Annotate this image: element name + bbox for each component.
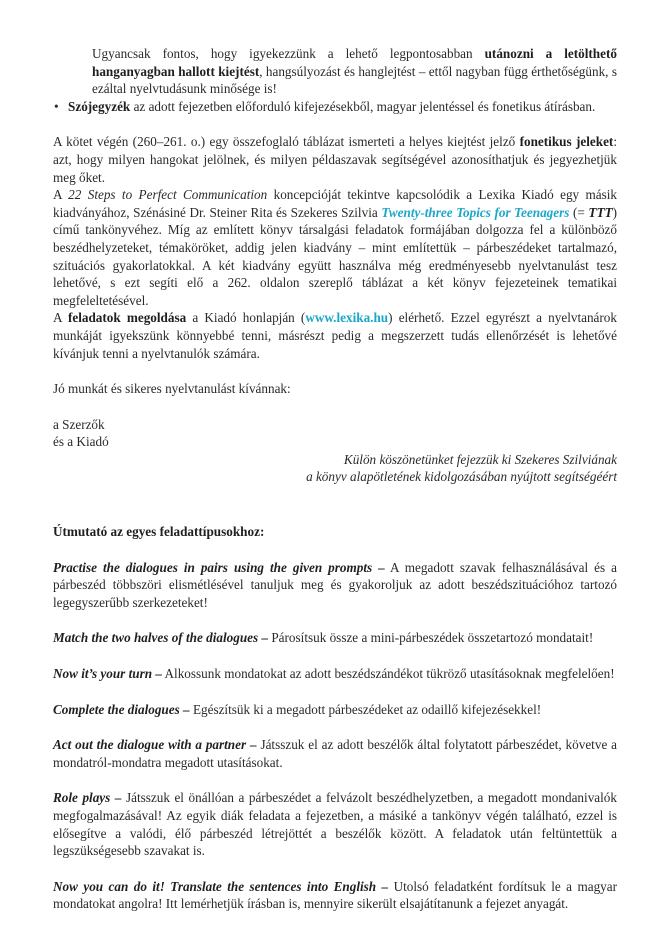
- bold-phrase: utánozni a letölthető hanganyagban hallott kiejtést: [92, 46, 617, 79]
- text: ) című tankönyvéhez. Míg az említett könyv társalgási feladatok formájában dolgozza fel a különböző beszédhelyzeteket, témaköröket, addig jelen kiadvány – mint említettük – párbeszédeket tartalmazó, szituációs gyakorlatokkal. A két kiadvány együtt használva még eredményesebb nyelvtanulást tesz lehetővé, s ezt segíti elő a 262. oldalon szereplő táblázat a két könyv fejezeteinek tematikai megfeleltetésével.: [53, 204, 617, 308]
- bullet-icon: •: [54, 98, 59, 114]
- task-type-description: Utolsó feladatként fordítsuk le a magyar mondatokat angolra! Itt lemérhetjük írásban is, mennyire sikerült elsajátítanunk a fejezet anyagát.: [53, 878, 617, 912]
- acknowledgement-line-1: Külön köszönetünket fejezzük ki Szekeres Szilviának: [343, 451, 617, 467]
- guide-item: [53, 701, 617, 719]
- guide-item: [53, 736, 617, 771]
- text: ) elérhető. Ezzel egyrészt a nyelvtanárok munkáját igyekszünk könnyebbé tenni, másrészt pedig a megszerzett tudás ellenőrzését is lehetővé kívánjuk tenni a nyelvtanulók számára.: [53, 310, 617, 361]
- task-type-title: Role plays –: [53, 790, 122, 806]
- task-type-description: Játsszuk el az adott beszélők által folytatott párbeszédet, követve a mondatról-mondatra megadott utasításokat.: [53, 737, 617, 770]
- task-type-title: Complete the dialogues –: [53, 701, 190, 717]
- text: Ugyancsak fontos, hogy igyekezzünk a lehető legpontosabban: [92, 46, 485, 61]
- acknowledgement-line-2: a könyv alapötletének kidolgozásában nyújtott segítségéért: [306, 469, 617, 485]
- task-type-title: Match the two halves of the dialogues –: [53, 630, 269, 646]
- text: a Kiadó honlapján (: [186, 310, 306, 326]
- book-title: 22 Steps to Perfect Communication: [68, 187, 268, 203]
- task-type-title: Act out the dialogue with a partner –: [53, 737, 257, 753]
- paragraph-phonetics: [53, 133, 617, 309]
- signature-publisher: és a Kiadó: [53, 434, 109, 450]
- bullet-list-item: [53, 98, 617, 116]
- page-content: [53, 45, 617, 913]
- text: (=: [569, 204, 589, 220]
- task-type-title: Practise the dialogues in pairs using the given prompts –: [53, 559, 385, 575]
- paragraph-solutions: [53, 309, 617, 362]
- abbreviation: TTT: [588, 204, 613, 220]
- text: A: [53, 187, 69, 203]
- text: : azt, hogy milyen hangokat jelölnek, és milyen példaszavak segítségével azonosíthatjuk és jegyezhetjük meg őket.: [53, 134, 617, 185]
- text: , hangsúlyozást és hanglejtést – ettől nagyban függ érthetőségünk, s ezáltal nyelvtudásunk minősége is!: [92, 63, 617, 97]
- bold-term: feladatok megoldása: [67, 310, 187, 326]
- text: A kötet végén (260–261. o.) egy összefoglaló táblázat ismerteti a helyes kiejtést jelző: [53, 134, 520, 150]
- task-type-description: Játsszuk el önállóan a párbeszédet a felvázolt beszédhelyzetben, a megadott mondanivalók megfogalmazásával! Az egyik diák feladata a fejezetben, a másiké a tankönyv végén található, ezzel is elősegítve a valódi, élő párbeszéd létrejöttét a beszélők között. A feladatok után feltüntettük a legszükségesebb szavakat is.: [53, 790, 617, 859]
- website-link[interactable]: www.lexika.hu: [305, 310, 389, 326]
- signature-authors: a Szerzők: [53, 416, 105, 432]
- bold-term: fonetikus jeleket: [519, 134, 614, 150]
- guide-item: [53, 789, 617, 859]
- guide-item: [53, 559, 617, 612]
- guide-item: [53, 878, 617, 913]
- guide-heading: Útmutató az egyes feladattípusokhoz:: [53, 524, 265, 540]
- task-type-description: Egészítsük ki a megadott párbeszédeket az odaillő kifejezésekkel!: [189, 701, 542, 717]
- text: koncepcióját tekintve kapcsolódik a Lexika Kiadó egy másik kiadványához, Szénásiné Dr. Steiner Rita és Szekeres Szilvia: [53, 187, 618, 220]
- task-type-title: Now you can do it! Translate the sentences into English –: [53, 878, 389, 894]
- task-type-description: A megadott szavak felhasználásával és a párbeszéd többszöri elismétlésével tanuljuk meg és gyakoroljuk az adott beszédszituációhoz tartozó legegyszerűbb szerkezeteket!: [53, 559, 617, 610]
- task-type-description: Párosítsuk össze a mini-párbeszédek összetartozó mondatait!: [268, 630, 594, 646]
- related-book-title: Twenty-three Topics for Teenagers: [381, 204, 570, 220]
- continued-list-item: [53, 45, 617, 98]
- task-type-title: Now it’s your turn –: [53, 666, 162, 682]
- closing-wish: Jó munkát és sikeres nyelvtanulást kívánnak:: [53, 381, 291, 397]
- guide-item: [53, 665, 617, 683]
- guide-item: [53, 629, 617, 647]
- task-type-description: Alkossunk mondatokat az adott beszédszándékot tükröző utasításoknak megfelelően!: [161, 666, 615, 682]
- text: az adott fejezetben előforduló kifejezésekből, magyar jelentéssel és fonetikus átírásban.: [130, 98, 596, 114]
- text: A: [53, 310, 68, 326]
- bold-term: Szójegyzék: [68, 98, 131, 114]
